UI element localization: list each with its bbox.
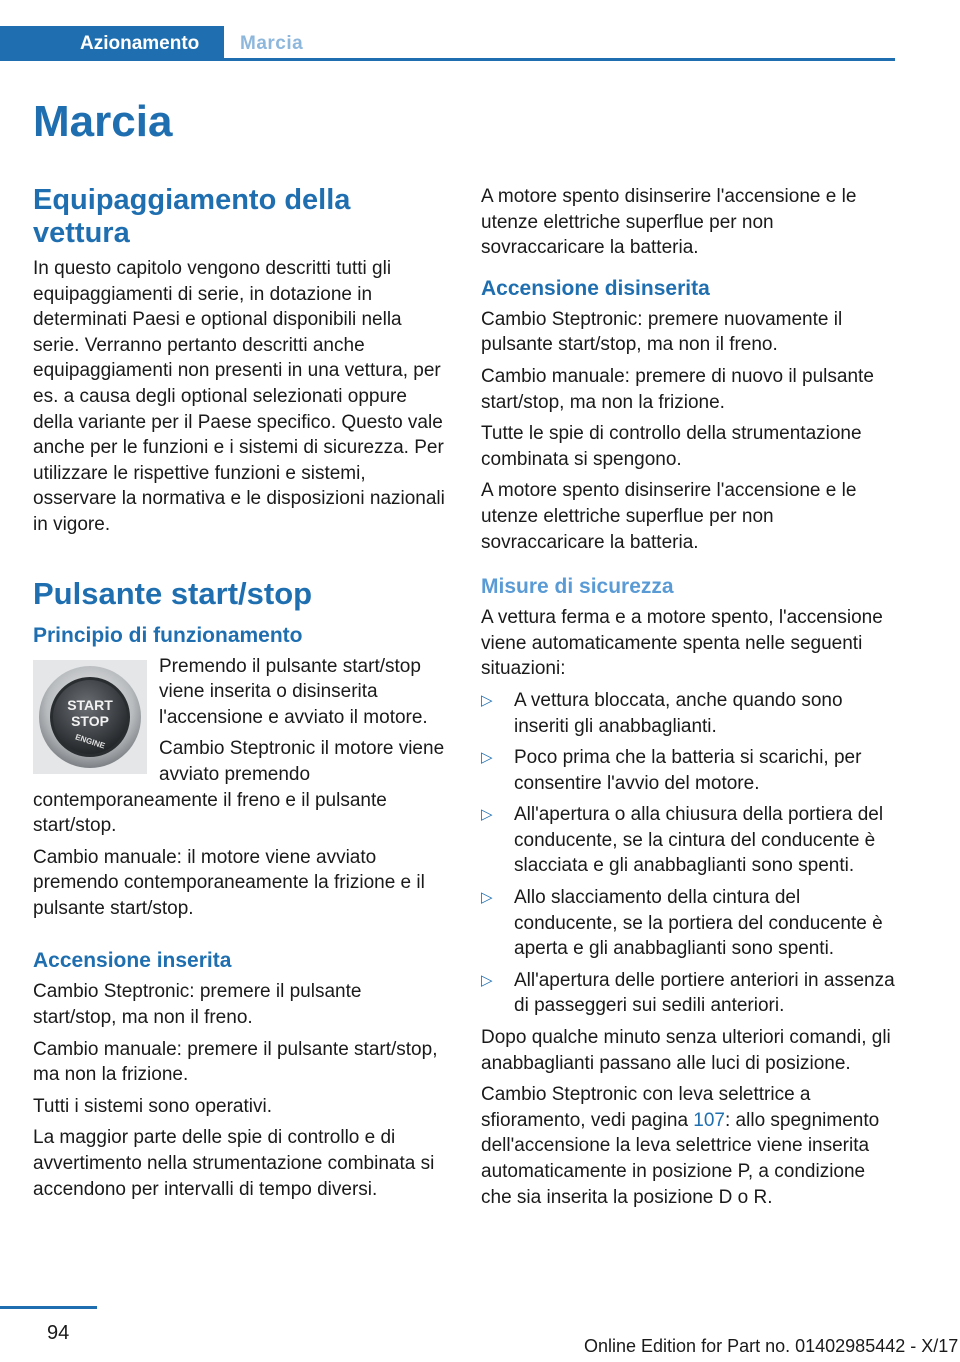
start-stop-button-icon [37,664,143,770]
list-item: ▷ A vettura bloccata, anche quando sono inseriti gli anabbaglianti. [481,689,843,737]
edition-note: Online Edition for Part no. 01402985442 - X/17 [584,1336,959,1356]
breadcrumb-current[interactable]: Marcia [240,33,304,54]
principle-block [33,654,447,845]
footer-rule [0,1306,97,1309]
principle-heading: Principio di funzionamento [33,623,303,647]
list-item: ▷ All'apertura o alla chiusura della portiera del conducente, se la cintura del conducente è slacciata e gli anabbaglianti sono spenti. [481,804,884,877]
ignition-on-heading: Accensione inserita [33,949,232,973]
list-item: ▷ Poco prima che la batteria si scarichi, per consentire l'avvio del motore. [481,747,862,794]
ignition-off-p3: Tutte le spie di controllo della strumentazione combinata si spengono. [481,423,862,470]
triangle-bullet-icon: ▷ [481,691,493,709]
start-stop-heading: Pulsante start/stop [33,575,313,611]
safety-heading: Misure di sicurezza [481,575,674,599]
after-p1: Dopo qualche minuto senza ulteriori comandi, gli anabbaglianti passano alle luci di posizione. [481,1027,891,1074]
ignition-off-p2: Cambio manuale: premere di nuovo il pulsante start/stop, ma non la frizione. [481,365,874,413]
principle-p1: Premendo il pulsante start/stop viene inserita o disinserita l'accensione e avviato il motore. [159,655,428,728]
ignition-off-p4: A motore spento disinserire l'accensione e le utenze elettriche superflue per non sovraccaricare la batteria. [481,480,857,553]
triangle-bullet-icon: ▷ [481,889,493,907]
safety-intro: A vettura ferma e a motore spento, l'accensione viene automaticamente spenta nelle seguenti situazioni: [481,607,883,680]
ignition-on-p1: Cambio Steptronic: premere il pulsante start/stop, ma non il freno. [33,981,362,1029]
ignition-off-heading: Accensione disinserita [481,276,710,300]
page-number: 94 [47,1322,70,1344]
button-label-engine: ENGINE [74,732,107,751]
section-tab[interactable]: Azionamento [0,26,224,61]
list-item: ▷ All'apertura delle portiere anteriori in assenza di passeggeri sui sedili anteriori. [481,969,895,1017]
ignition-off-p1: Cambio Steptronic: premere nuovamente il pulsante start/stop, ma non il freno. [481,308,843,356]
triangle-bullet-icon: ▷ [481,749,493,767]
equipment-text: In questo capitolo vengono descritti tutti gli equipaggiamenti di serie, in dotazione in determinati Paesi e optional disponibili nella serie. Verranno pertanto descritti anche equipaggiamenti non presenti in una vettura, per es. a causa degli optional selezionati oppure della variante per il Paese specifico. Questo vale anche per le funzioni e i sistemi di sicurezza. Per utilizzare le rispettive funzioni e sistemi, osservare la normativa e le disposizioni nazionali in vigore. [33,258,445,535]
principle-p2: Cambio Steptronic il motore viene avviato premendo contemporaneamente il freno e il pulsante start/stop. [33,738,445,837]
principle-p3: Cambio manuale: il motore viene avviato premendo contemporaneamente la frizione e il pulsante start/stop. [33,846,425,919]
ignition-on-p2: Cambio manuale: premere il pulsante start/stop, ma non la frizione. [33,1038,438,1086]
start-stop-button-image [33,660,147,774]
after-p2: Cambio Steptronic con leva selettrice a sfioramento, vedi pagina 107: allo spegnimento dell'accensione la leva selettrice viene inserita automaticamente in posizione P, a condizione che sia inserita la posizione D o R. [481,1084,880,1208]
left-column [33,184,447,1208]
right-column [481,184,895,1216]
ignition-on-p3: Tutti i sistemi sono operativi. [33,1095,272,1117]
triangle-bullet-icon: ▷ [481,971,493,989]
equipment-heading: Equipaggiamento della vettura [33,184,351,249]
safety-list [481,688,895,1019]
ignition-on-p4: La maggior parte delle spie di controllo e di avvertimento nella strumentazione combinata si accendono per intervalli di tempo diversi. [33,1127,435,1200]
battery-note: A motore spento disinserire l'accensione e le utenze elettriche superflue per non sovraccaricare la batteria. [481,186,857,259]
triangle-bullet-icon: ▷ [481,806,493,824]
page-link[interactable]: 107 [693,1109,725,1131]
page-title: Marcia [33,97,173,146]
button-label-stop: STOP [71,712,109,729]
list-item: ▷ Allo slacciamento della cintura del conducente, se la portiera del conducente è aperta e gli anabbaglianti sono spenti. [481,887,883,960]
button-label-start: START [67,696,113,713]
